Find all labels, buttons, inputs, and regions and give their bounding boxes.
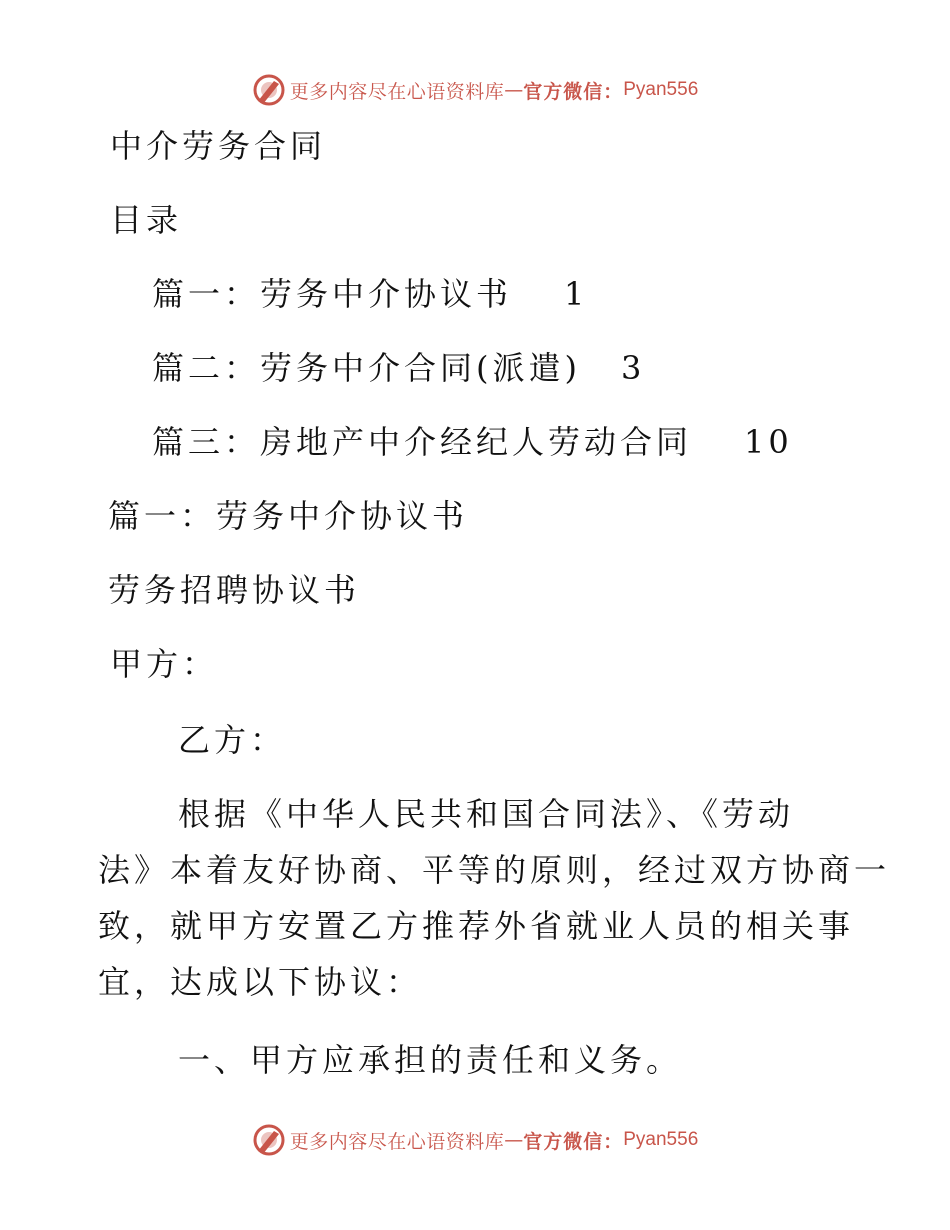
paragraph-line: 根据《中华人民共和国合同法》、《劳动 — [178, 795, 795, 833]
watermark-label: 官方微信： — [523, 1130, 624, 1153]
toc-entry-page: 1 — [564, 275, 589, 313]
party-a-label: 甲方： — [110, 645, 219, 683]
watermark-footer — [0, 1118, 950, 1162]
toc-entry-label: 篇一：劳务中介协议书 — [152, 275, 513, 313]
agreement-title: 劳务招聘协议书 — [108, 571, 361, 609]
toc-entry-label: 篇三：房地产中介经纪人劳动合同 — [152, 423, 693, 461]
toc-entry-3[interactable] — [152, 422, 793, 462]
toc-entry-1[interactable] — [152, 274, 588, 314]
toc-entry-page: 10 — [744, 423, 793, 461]
toc-entry-label: 篇二：劳务中介合同(派遣) — [152, 349, 581, 387]
paragraph-line: 致，就甲方安置乙方推荐外省就业人员的相关事 — [98, 907, 855, 945]
paragraph-line: 宜，达成以下协议： — [98, 963, 423, 1001]
party-b-label: 乙方： — [178, 721, 287, 759]
watermark-id: Pyan556 — [623, 79, 699, 100]
section-heading: 篇一：劳务中介协议书 — [108, 497, 469, 535]
watermark-separator: — — [504, 1129, 524, 1151]
clause-heading: 一、甲方应承担的责任和义务。 — [178, 1041, 683, 1079]
toc-entry-page: 3 — [620, 349, 646, 387]
toc-heading: 目录 — [110, 201, 183, 239]
watermark-text: 更多内容尽在心语资料库 — [289, 1130, 505, 1153]
toc-entry-2[interactable] — [152, 348, 645, 388]
paragraph-line: 法》本着友好协商、平等的原则，经过双方协商一 — [98, 851, 891, 889]
watermark-label: 官方微信： — [523, 80, 624, 103]
document-title: 中介劳务合同 — [110, 127, 327, 165]
watermark-text: 更多内容尽在心语资料库 — [289, 80, 505, 103]
watermark-id: Pyan556 — [623, 1129, 699, 1150]
pen-circle-icon — [252, 1123, 286, 1157]
watermark-separator: — — [504, 79, 524, 101]
